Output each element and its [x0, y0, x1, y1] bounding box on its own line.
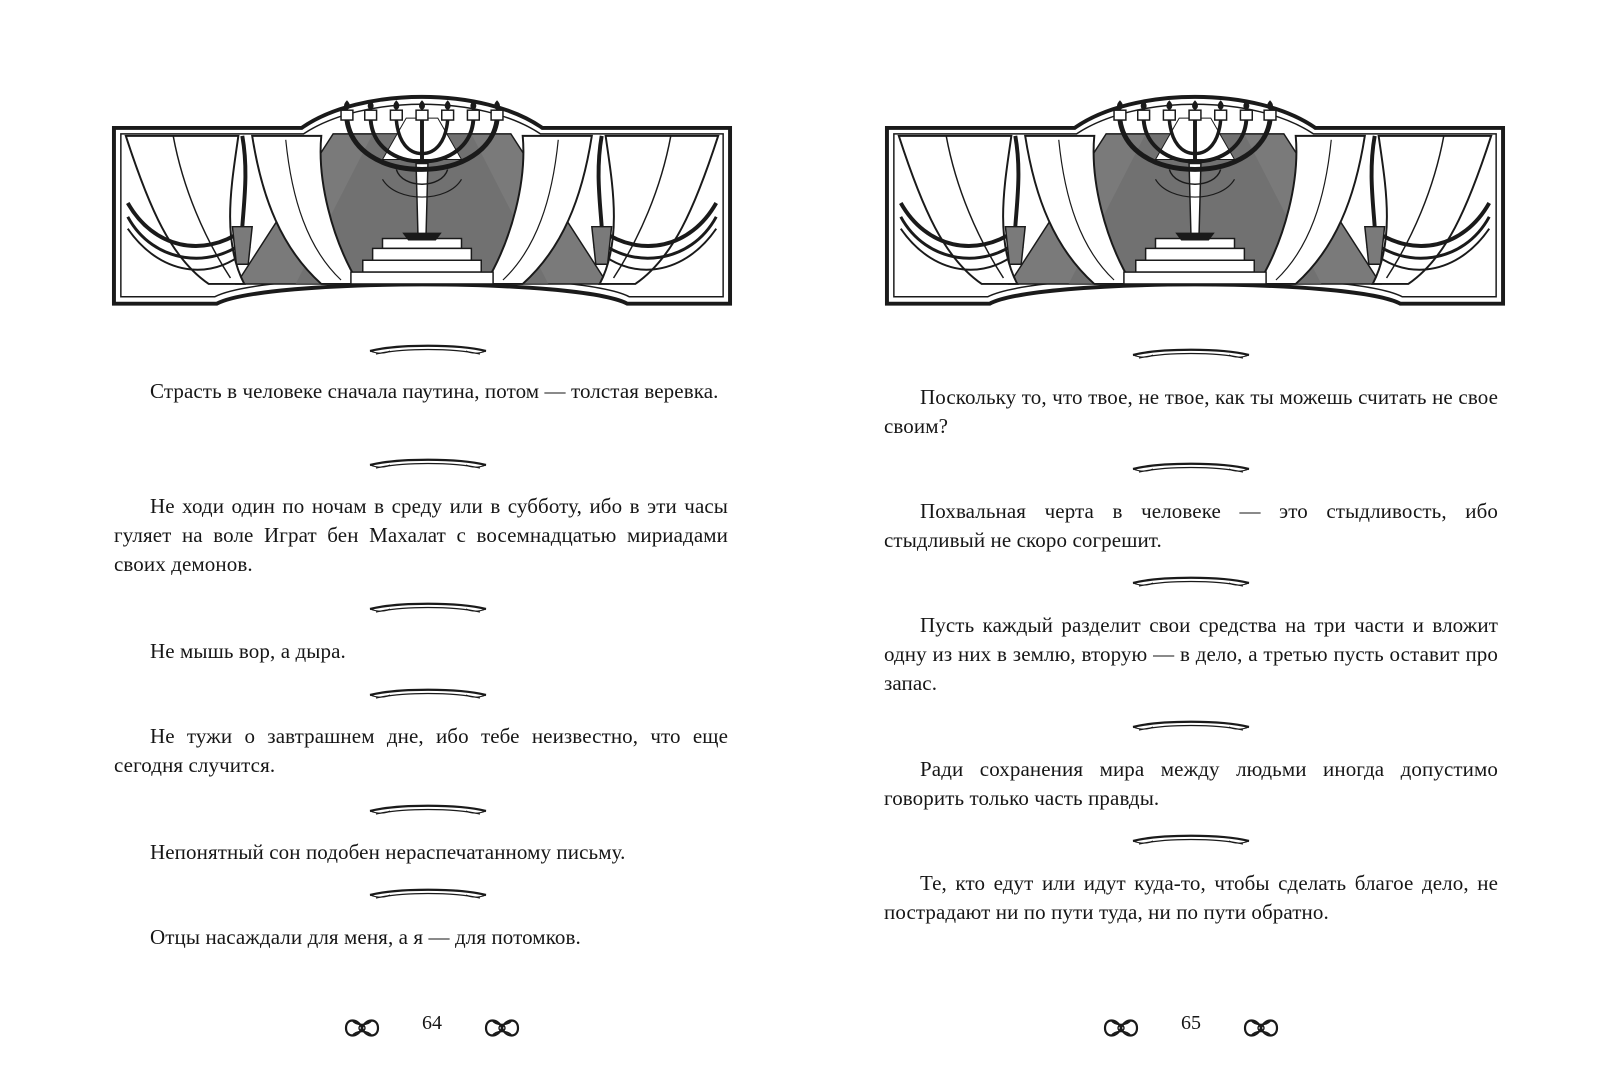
knot-ornament-icon: [342, 1014, 382, 1042]
swash-divider-icon: [1131, 460, 1251, 474]
swash-divider-icon: [368, 802, 488, 816]
swash-divider-icon: [368, 456, 488, 470]
page-number-footer: [342, 1010, 522, 1046]
saying-paragraph: Не тужи о завтрашнем дне, ибо тебе неизвестно, что еще сегодня случится.: [114, 724, 728, 777]
saying-paragraph: Те, кто едут или идут куда-то, чтобы сделать благое дело, не пострадают ни по пути туда, ни по пути обратно.: [884, 871, 1498, 924]
saying-paragraph: Поскольку то, что твое, не твое, как ты можешь считать не свое своим?: [884, 385, 1498, 438]
swash-divider-icon: [1131, 832, 1251, 846]
swash-divider-icon: [368, 686, 488, 700]
swash-divider-icon: [368, 342, 488, 356]
saying-paragraph: Не ходи один по ночам в среду или в субботу, ибо в эти часы гуляет на воле Играт бен Махалат с восемнадцатью мириадами своих демонов.: [114, 494, 728, 576]
menorah-stage-illustration: [110, 84, 734, 320]
knot-ornament-icon: [1101, 1014, 1141, 1042]
knot-ornament-icon: [1241, 1014, 1281, 1042]
saying-paragraph: Ради сохранения мира между людьми иногда допустимо говорить только часть правды.: [884, 757, 1498, 810]
saying-paragraph: Не мышь вор, а дыра.: [150, 639, 346, 663]
page-number: 64: [422, 1012, 442, 1034]
saying-paragraph: Отцы насаждали для меня, а я — для потомков.: [150, 925, 581, 949]
saying-paragraph: Пусть каждый разделит свои средства на три части и вложит одну из них в землю, вторую — в дело, а третью пусть оставит про запас.: [884, 613, 1498, 695]
page-number: 65: [1181, 1012, 1201, 1034]
saying-paragraph: Похвальная черта в человеке — это стыдливость, ибо стыдливый не скоро согрешит.: [884, 499, 1498, 552]
page-number-footer: [1101, 1010, 1281, 1046]
saying-paragraph: Непонятный сон подобен нераспечатанному письму.: [150, 840, 626, 864]
swash-divider-icon: [368, 886, 488, 900]
knot-ornament-icon: [482, 1014, 522, 1042]
swash-divider-icon: [1131, 718, 1251, 732]
menorah-stage-illustration: [883, 84, 1507, 320]
swash-divider-icon: [368, 600, 488, 614]
right-page: [811, 0, 1622, 1080]
swash-divider-icon: [1131, 346, 1251, 360]
saying-paragraph: Страсть в человеке сначала паутина, потом — толстая веревка.: [150, 379, 719, 403]
swash-divider-icon: [1131, 574, 1251, 588]
